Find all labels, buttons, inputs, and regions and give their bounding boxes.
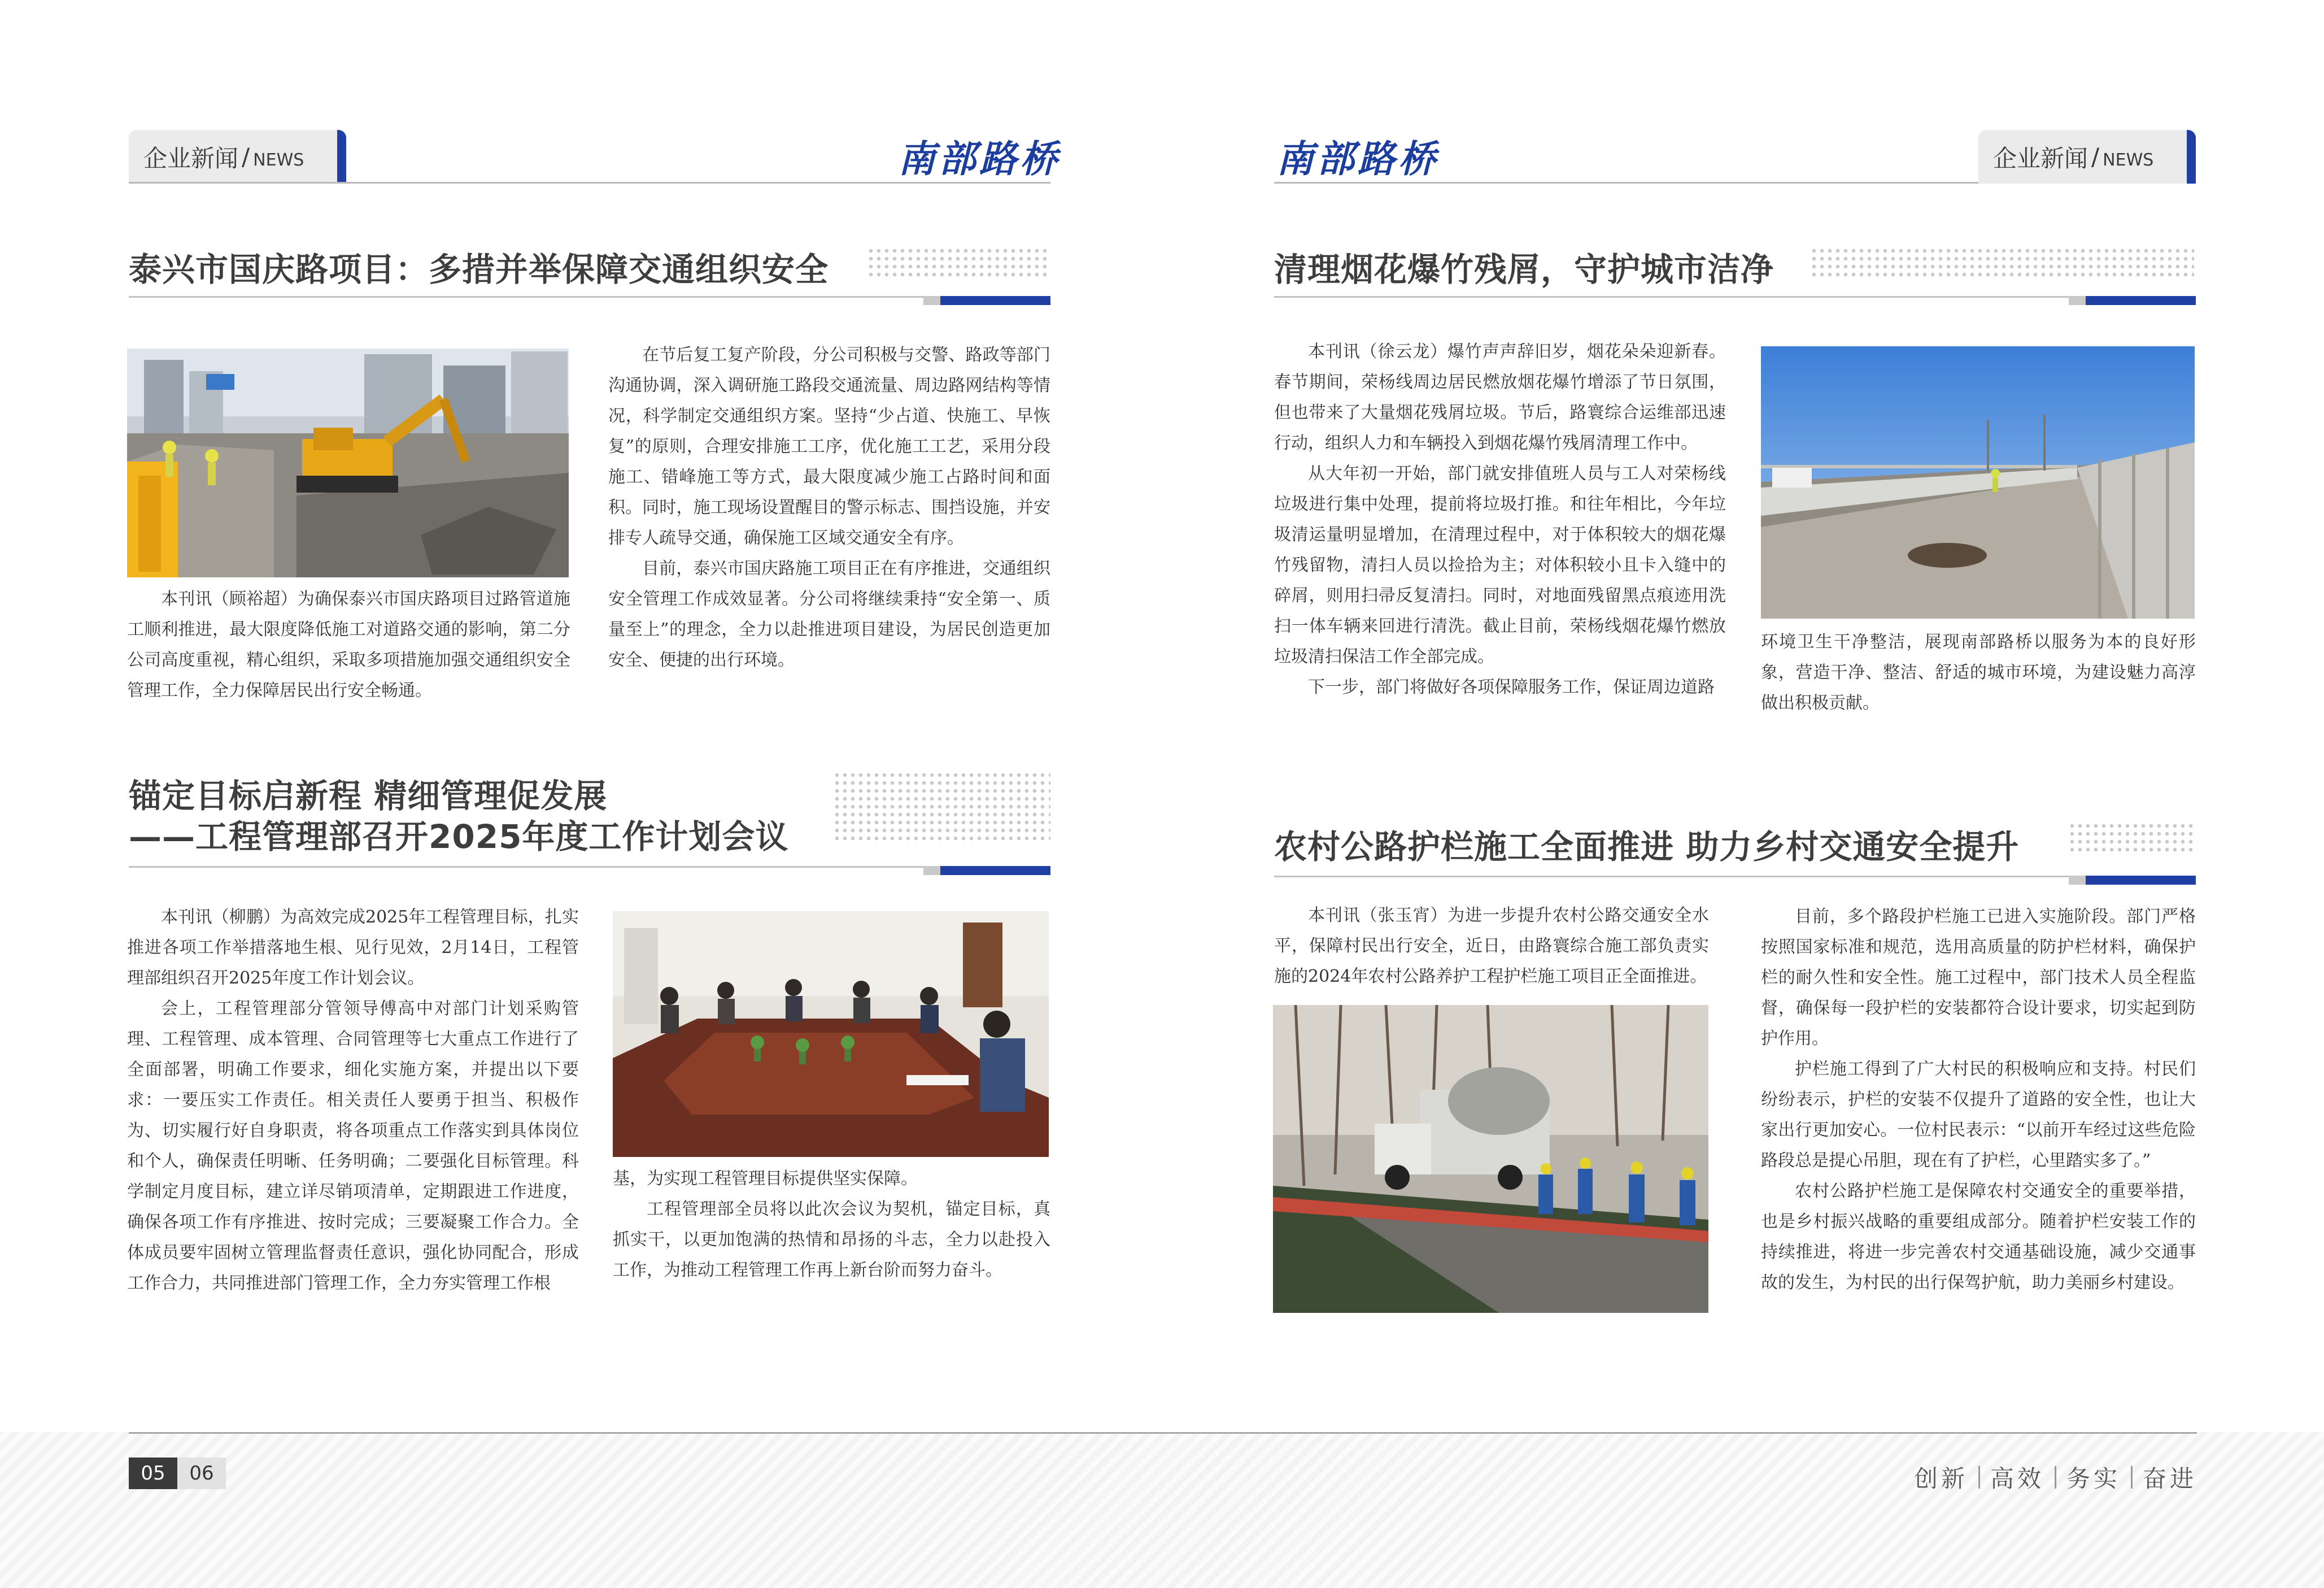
article1-column1 — [127, 584, 570, 706]
tab-accent-bar — [2187, 130, 2196, 184]
news-section-tab-left — [129, 130, 346, 184]
article4-paragraph: 农村公路护栏施工是保障农村交通安全的重要举措，也是乡村振兴战略的重要组成部分。随着护栏安装工作的持续推进，将进一步完善农村交通基础设施，减少交通事故的发生，为村民的出行保驾护航，助力美丽乡村建设。 — [1761, 1181, 2196, 1293]
slogan-divider — [2055, 1466, 2056, 1489]
article3-paragraph: 下一步，部门将做好各项保障服务工作，保证周边道路 — [1308, 677, 1715, 697]
article2-column2 — [613, 1164, 1050, 1286]
title-gray-block — [2069, 296, 2086, 305]
tab-accent-bar — [337, 130, 346, 184]
news-section-tab-right — [1978, 130, 2196, 184]
slogan-word: 奋进 — [2142, 1465, 2197, 1493]
excavator-construction-photo — [127, 349, 569, 577]
article3-paragraph: 环境卫生干净整洁，展现南部路桥以服务为本的良好形象，营造干净、整洁、舒适的城市环境，为建设魅力高淳做出积极贡献。 — [1761, 632, 2196, 713]
tab-label-zh: 企业新闻 — [1993, 144, 2088, 172]
article2-paragraph: 工程管理部全员将以此次会议为契机，锚定目标，真抓实干，以更加饱满的热情和昂扬的斗志，全力以赴投入工作，为推动工程管理工作再上新台阶而努力奋斗。 — [613, 1199, 1050, 1280]
tab-label-en: NEWS — [2103, 150, 2154, 170]
article1-paragraph: 在节后复工复产阶段，分公司积极与交警、路政等部门沟通协调，深入调研施工路段交通流量、周边路网结构等情况，科学制定交通组织方案。坚持“少占道、快施工、早恢复”的原则，合理安排施工工序，优化施工工艺，采用分段施工、错峰施工等方式，最大限度减少施工占路时间和面积。同时，施工现场设置醒目的警示标志、围挡设施，并安排专人疏导交通，确保施工区域交通安全有序。 — [608, 345, 1050, 548]
page-number-left: 05 — [129, 1458, 177, 1489]
article4-paragraph: 护栏施工得到了广大村民的积极响应和支持。村民们纷纷表示，护栏的安装不仅提升了道路的安全性，也让大家出行更加安心。一位村民表示：“以前开车经过这些危险路段总是提心吊胆，现在有了护栏，心里踏实多了。” — [1761, 1059, 2196, 1171]
tab-label-separator: / — [2091, 143, 2100, 171]
article3-paragraph: 本刊讯（徐云龙）爆竹声声辞旧岁，烟花朵朵迎新春。春节期间，荣杨线周边居民燃放烟花爆竹增添了节日氛围，但也带来了大量烟花残屑垃圾。节后，路寰综合运维部迅速行动，组织人力和车辆投入到烟花爆竹残屑清理工作中。 — [1274, 342, 1726, 453]
article4-column2 — [1761, 902, 2196, 1298]
title-gray-block — [923, 296, 940, 305]
title-dot-pattern — [1810, 247, 2194, 281]
page-number-right: 06 — [177, 1458, 226, 1489]
slogan-word: 务实 — [2066, 1465, 2121, 1493]
guardrail-construction-photo — [1273, 1005, 1708, 1313]
slogan-word: 高效 — [1990, 1465, 2044, 1493]
title-underline — [1274, 296, 2196, 298]
article3-column1 — [1274, 337, 1726, 703]
title-dot-pattern — [867, 247, 1050, 281]
title-blue-block — [940, 296, 1050, 305]
footer-band — [0, 1432, 2324, 1588]
footer-slogan — [1914, 1460, 2197, 1494]
article-title-firework-cleanup: 清理烟花爆竹残屑，守护城市洁净 — [1274, 250, 1774, 289]
footer-divider — [129, 1432, 2197, 1434]
brand-logo-left: 南部路桥 — [898, 137, 1061, 181]
title-gray-block — [923, 866, 940, 875]
meeting-room-photo — [613, 911, 1049, 1157]
article4-paragraph: 目前，多个路段护栏施工已进入实施阶段。部门严格按照国家标准和规范，选用高质量的防护栏材料，确保护栏的耐久性和安全性。施工过程中，部门技术人员全程监督，确保每一段护栏的安装都符合设计要求，切实起到防护作用。 — [1761, 907, 2196, 1048]
article4-column1 — [1274, 900, 1709, 992]
slogan-divider — [1978, 1466, 1980, 1489]
article4-paragraph: 本刊讯（张玉宵）为进一步提升农村公路交通安全水平，保障村民出行安全，近日，由路寰综合施工部负责实施的2024年农村公路养护工程护栏施工项目正全面推进。 — [1274, 906, 1709, 986]
slogan-word: 创新 — [1913, 1465, 1968, 1493]
title-dot-pattern — [833, 771, 1050, 845]
article-title-rural-guardrail: 农村公路护栏施工全面推进 助力乡村交通安全提升 — [1274, 828, 2020, 866]
bridge-cleanup-photo — [1761, 346, 2195, 619]
tab-label-en: NEWS — [253, 150, 304, 170]
article1-column2 — [608, 340, 1050, 676]
title-dot-pattern — [2068, 822, 2196, 856]
tab-label-zh: 企业新闻 — [143, 144, 239, 172]
title-blue-block — [2086, 296, 2196, 305]
article-title-guoqing-road: 泰兴市国庆路项目：多措并举保障交通组织安全 — [129, 250, 829, 289]
title-underline — [129, 866, 1050, 868]
brand-logo-right: 南部路桥 — [1276, 137, 1439, 181]
article3-paragraph: 从大年初一开始，部门就安排值班人员与工人对荣杨线垃圾进行集中处理，提前将垃圾打推。和往年相比，今年垃圾清运量明显增加，在清理过程中，对于体积较大的烟花爆竹残留物，清扫人员以捡拾为主；对体积较小且卡入缝中的碎屑，则用扫帚反复清扫。同时，对地面残留黑点痕迹用洗扫一体车辆来回进行清洗。截止目前，荣杨线烟花爆竹燃放垃圾清扫保洁工作全部完成。 — [1274, 464, 1726, 667]
article-title-planning-meeting-line1: 锚定目标启新程 精细管理促发展 — [129, 777, 608, 815]
article2-paragraph: 会上，工程管理部分管领导傅高中对部门计划采购管理、工程管理、成本管理、合同管理等七大重点工作进行了全面部署，明确工作要求，细化实施方案，并提出以下要求：一要压实工作责任。相关责任人要勇于担当、积极作为、切实履行好自身职责，将各项重点工作落实到具体岗位和个人，确保责任明晰、任务明确；二要强化目标管理。科学制定月度目标，建立详尽销项清单，定期跟进工作进度，确保各项工作有序推进、按时完成；三要凝聚工作合力。全体成员要牢固树立管理监督责任意识，强化协同配合，形成工作合力，共同推进部门管理工作，全力夯实管理工作根 — [127, 999, 579, 1293]
article1-paragraph: 目前，泰兴市国庆路施工项目正在有序推进，交通组织安全管理工作成效显著。分公司将继续秉持“安全第一、质量至上”的理念，全力以赴推进项目建设，为居民创造更加安全、便捷的出行环境。 — [608, 559, 1050, 670]
slogan-divider — [2131, 1466, 2133, 1489]
tab-label-separator: / — [242, 143, 250, 171]
title-blue-block — [940, 866, 1050, 875]
title-gray-block — [2069, 876, 2086, 885]
title-blue-block — [2086, 876, 2196, 885]
article-title-planning-meeting-line2: ——工程管理部召开2025年度工作计划会议 — [129, 817, 789, 856]
title-underline — [1274, 876, 2196, 877]
title-underline — [129, 296, 1050, 298]
article3-column2 — [1761, 627, 2196, 719]
article1-paragraph: 本刊讯（顾裕超）为确保泰兴市国庆路项目过路管道施工顺利推进，最大限度降低施工对道路交通的影响，第二分公司高度重视，精心组织，采取多项措施加强交通组织安全管理工作，全力保障居民出行安全畅通。 — [127, 589, 570, 701]
article2-paragraph: 本刊讯（柳鹏）为高效完成2025年工程管理目标，扎实推进各项工作举措落地生根、见行见效，2月14日，工程管理部组织召开2025年度工作计划会议。 — [127, 907, 579, 988]
article2-paragraph: 基，为实现工程管理目标提供坚实保障。 — [613, 1169, 918, 1189]
article2-column1 — [127, 902, 579, 1299]
